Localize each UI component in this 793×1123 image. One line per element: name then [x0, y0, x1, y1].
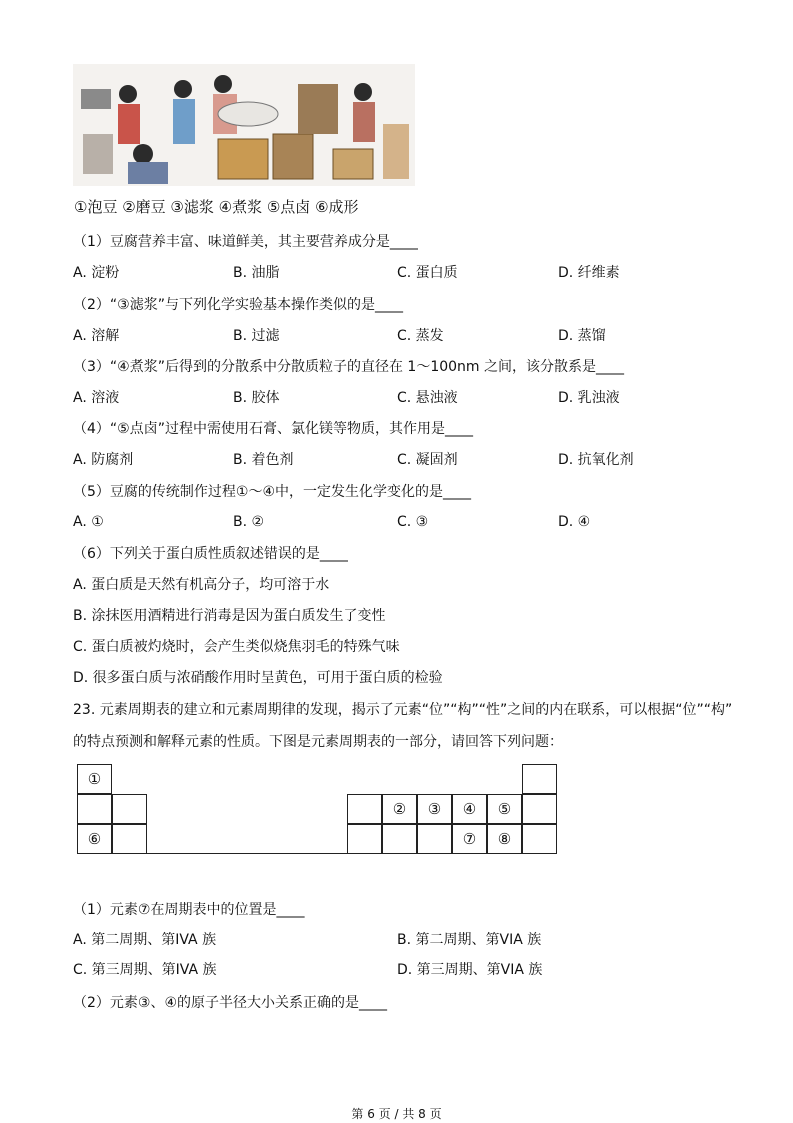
q22-3-option-a: A. 溶液	[73, 390, 120, 406]
element-cell-blank	[347, 794, 382, 824]
q22-2-stem: （2）“③滤浆”与下列化学实验基本操作类似的是____	[73, 297, 403, 313]
q22-5-option-c: C. ③	[397, 514, 429, 530]
element-cell-3: ③	[417, 794, 452, 824]
q22-1-stem: （1）豆腐营养丰富、味道鲜美，其主要营养成分是____	[73, 234, 418, 250]
q22-5-option-a: A. ①	[73, 514, 104, 530]
element-cell-blank	[522, 764, 557, 794]
q22-5-option-d: D. ④	[558, 514, 591, 530]
q22-2-option-a: A. 溶解	[73, 328, 120, 344]
q22-4-option-b: B. 着色剂	[233, 452, 294, 468]
element-cell-7: ⑦	[452, 824, 487, 854]
element-cell-blank	[112, 794, 147, 824]
q22-6-option-a: A. 蛋白质是天然有机高分子，均可溶于水	[73, 577, 330, 593]
q22-2-option-b: B. 过滤	[233, 328, 280, 344]
q22-5-stem: （5）豆腐的传统制作过程①～④中，一定发生化学变化的是____	[73, 484, 472, 500]
q22-3-stem: （3）“④煮浆”后得到的分散系中分散质粒子的直径在 1～100nm 之间，该分散系是____	[73, 359, 625, 375]
element-cell-blank	[522, 794, 557, 824]
q22-6-option-b: B. 涂抹医用酒精进行消毒是因为蛋白质发生了变性	[73, 608, 386, 624]
element-cell-blank	[382, 824, 417, 854]
element-cell-blank	[77, 794, 112, 824]
element-cell-4: ④	[452, 794, 487, 824]
element-cell-blank	[417, 824, 452, 854]
element-cell-5: ⑤	[487, 794, 522, 824]
tofu-making-illustration	[73, 64, 415, 186]
q22-6-option-d: D. 很多蛋白质与浓硝酸作用时呈黄色，可用于蛋白质的检验	[73, 670, 443, 686]
q22-4-option-a: A. 防腐剂	[73, 452, 134, 468]
q22-1-option-a: A. 淀粉	[73, 265, 120, 281]
element-cell-8: ⑧	[487, 824, 522, 854]
q22-4-option-d: D. 抗氧化剂	[558, 452, 634, 468]
q23-1-stem: （1）元素⑦在周期表中的位置是____	[73, 902, 305, 918]
q22-5-option-b: B. ②	[233, 514, 265, 530]
element-cell-blank	[347, 824, 382, 854]
q22-4-option-c: C. 凝固剂	[397, 452, 458, 468]
q22-6-stem: （6）下列关于蛋白质性质叙述错误的是____	[73, 546, 348, 562]
q22-1-option-b: B. 油脂	[233, 265, 280, 281]
q23-stem-line2: 的特点预测和解释元素的性质。下图是元素周期表的一部分，请回答下列问题：	[73, 734, 563, 750]
q23-stem-line1: 23. 元素周期表的建立和元素周期律的发现，揭示了元素“位”“构”“性”之间的内在联系，可以根据“位”“构”	[73, 702, 733, 718]
page-footer: 第 6 页 / 共 8 页	[351, 1107, 442, 1121]
table-bottom-line	[77, 853, 557, 854]
element-cell-blank	[522, 824, 557, 854]
q23-1-option-b: B. 第二周期、第VIA 族	[397, 932, 542, 948]
q22-2-option-d: D. 蒸馏	[558, 328, 606, 344]
q22-2-option-c: C. 蒸发	[397, 328, 444, 344]
element-cell-blank	[112, 824, 147, 854]
q22-6-option-c: C. 蛋白质被灼烧时，会产生类似烧焦羽毛的特殊气味	[73, 639, 400, 655]
q23-1-option-d: D. 第三周期、第VIA 族	[397, 962, 543, 978]
element-cell-2: ②	[382, 794, 417, 824]
element-cell-1: ①	[77, 764, 112, 794]
process-steps-caption: ①泡豆 ②磨豆 ③滤浆 ④煮浆 ⑤点卤 ⑥成形	[74, 198, 359, 216]
q22-1-option-c: C. 蛋白质	[397, 265, 458, 281]
element-cell-6: ⑥	[77, 824, 112, 854]
q22-3-option-c: C. 悬浊液	[397, 390, 458, 406]
q23-1-option-c: C. 第三周期、第IVA 族	[73, 962, 217, 978]
q23-1-option-a: A. 第二周期、第IVA 族	[73, 932, 217, 948]
q22-3-option-b: B. 胶体	[233, 390, 280, 406]
q22-3-option-d: D. 乳浊液	[558, 390, 620, 406]
q23-2-stem: （2）元素③、④的原子半径大小关系正确的是____	[73, 995, 388, 1011]
q22-4-stem: （4）“⑤点卤”过程中需使用石膏、氯化镁等物质，其作用是____	[73, 421, 473, 437]
q22-1-option-d: D. 纤维素	[558, 265, 620, 281]
